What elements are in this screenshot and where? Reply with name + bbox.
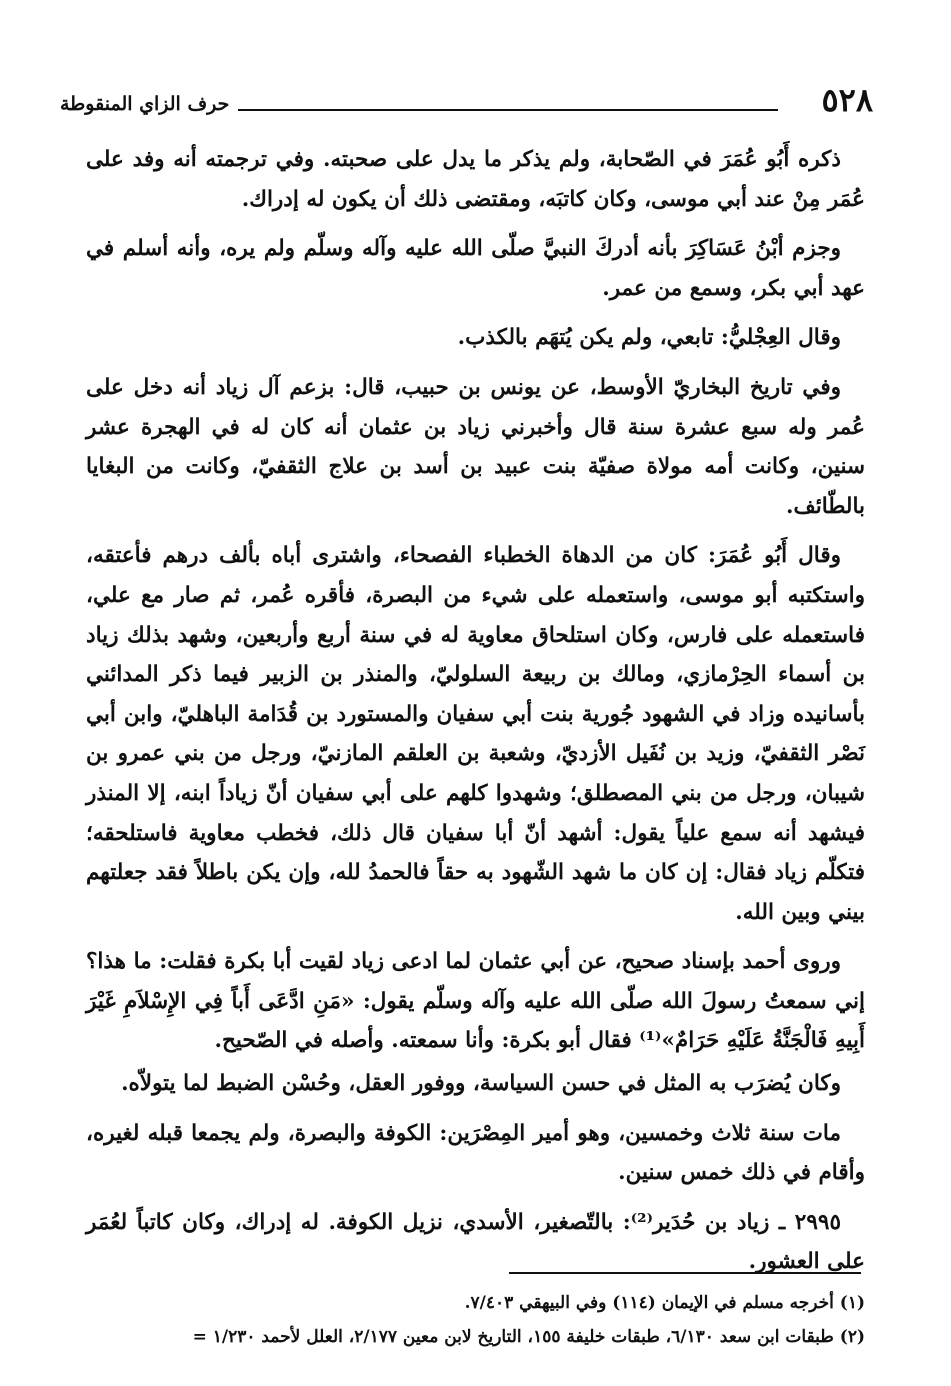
footnote-rule [509,1272,861,1274]
header-rule [238,109,778,111]
paragraph: مات سنة ثلاث وخمسين، وهو أمير المِصْرَين: الكوفة والبصرة، ولم يجمعا قبله لغيره، وأقام في ذلك خمس سنين. [86,1120,865,1186]
paragraph: وجزم أبْنُ عَسَاكِرَ بأنه أدركَ النبيَّ صلّى الله عليه وآله وسلّم ولم يره، وأنه أسلم في عهد أبي بكر، وسمع من عمر. [86,236,865,301]
paragraph: ذكره أَبُو عُمَرَ في الصّحابة، ولم يذكر ما يدل على صحبته. وفي ترجمته أنه وفد على عُمَر مِنْ عند أبي موسى، وكان كاتبَه، ومقتضى ذلك أن يكون له إدراك. [86,147,865,212]
paragraph: وقال العِجْليُّ: تابعي، ولم يكن يُتهَم بالكذب. [457,325,841,351]
paragraph: وكان يُضرَب به المثل في حسن السياسة، ووفور العقل، وحُسْن الضبط لما يتولاّه. [121,1071,841,1097]
entry-2995: ٢٩٩٥ ـ زياد بن حُدَير⁽²⁾: بالتّصغير، الأسدي، نزيل الكوفة. له إدراك، وكان كاتباً لعُمَر على العشور. [86,1209,865,1275]
footnote-2: (٢) طبقات ابن سعد ٦/١٣٠، طبقات خليفة ١٥٥، التاريخ لابن معين ٢/١٧٧، العلل لأحمد ١/٢٣٠ = [192,1327,865,1347]
paragraph: وروى أحمد بإسناد صحيح، عن أبي عثمان لما ادعى زياد لقيت أبا بكرة فقلت: ما هذا؟ إني سمعتُ رسولَ الله صلّى الله عليه وآله وسلّم يقول: «مَنِ ادَّعَى أَباً فِي الإِسْلاَمِ غَيْرَ أَبِيهِ فَالْجَنَّةُ عَلَيْهِ حَرَامٌ»⁽¹⁾ فقال أبو بكرة: وأنا سمعته. وأصله في الصّحيح. [86,949,865,1054]
footnote-1: (١) أخرجه مسلم في الإيمان (١١٤) وفي البيهقي ٧/٤٠٣. [464,1293,865,1313]
paragraph: وفي تاريخ البخاريّ الأوسط، عن يونس بن حبيب، قال: بزعم آل زياد أنه دخل على عُمر وله سبع عشرة سنة قال وأخبرني زياد بن عثمان أنه كان له في الهجرة عشر سنين، وكانت أمه مولاة صفيّة بنت عبيد بن أسد بن علاج الثقفيّ، وكانت من البغايا بالطّائف. [86,374,865,519]
footnotes [74,1286,865,1354]
running-title: حرف الزاي المنقوطة [60,93,230,115]
page-header [60,82,873,126]
page-number: ٥٢٨ [821,81,873,119]
paragraph: وقال أَبُو عُمَرَ: كان من الدهاة الخطباء الفصحاء، واشترى أباه بألف درهم فأعتقه، واستكتبه أبو موسى، واستعمله على شيء من البصرة، فأقره عُمر، ثم صار مع علي، فاستعمله على فارس، وكان استلحاق معاوية له في سنة أربع وأربعين، وشهد بذلك زياد بن أسماء الحِرْمازي، ومالك بن ربيعة السلوليّ، والمنذر بن الزبير فيما ذكر المدائني بأسانيده وزاد في الشهود جُورية بنت أبي سفيان والمستورد بن قُدَامة الباهليّ، وابن أبي نَصْر الثقفيّ، وزيد بن نُفَيل الأزديّ، وشعبة بن العلقم المازنيّ، ورجل من بني عمرو بن شيبان، ورجل من بني المصطلق؛ وشهدوا كلهم على أبي سفيان أنّ زياداً ابنه، إلا المنذر فيشهد أنه سمع علياً يقول: أشهد أنّ أبا سفيان قال ذلك، فخطب معاوية فاستلحقه؛ فتكلّم زياد فقال: إن كان ما شهد الشّهود به حقاً فالحمدُ لله، وإن يكن باطلاً فقد جعلتهم بيني وبين الله. [86,543,865,925]
main-text [86,140,865,1292]
